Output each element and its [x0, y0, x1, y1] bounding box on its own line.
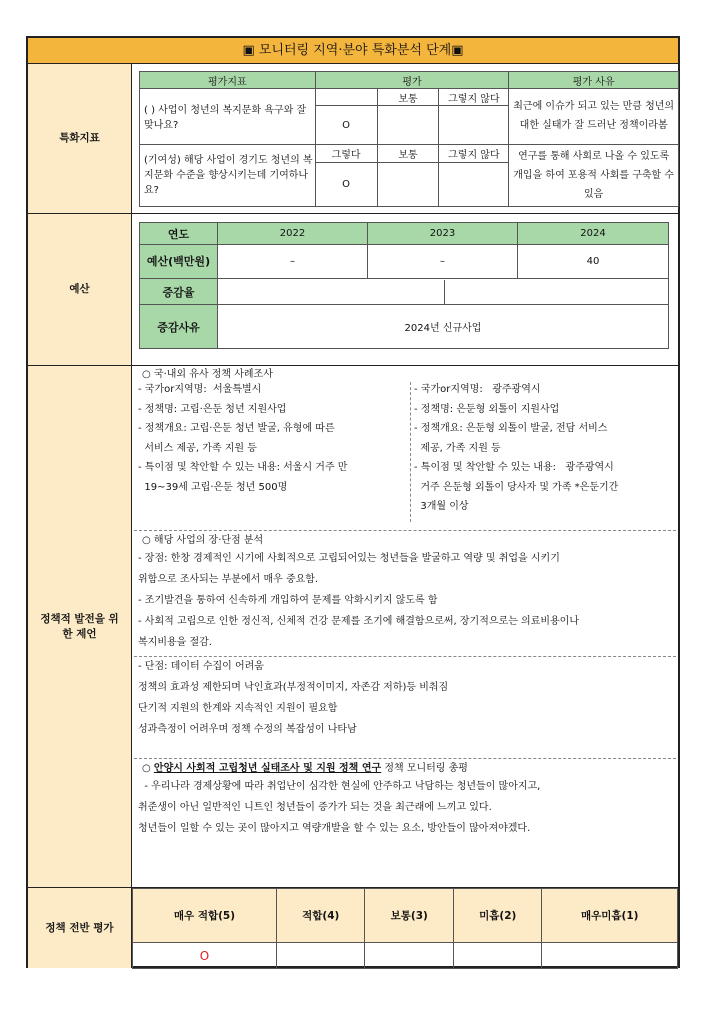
year-cell: 2022 — [218, 223, 368, 245]
change-reason-header: 증감사유 — [140, 305, 218, 349]
rating-option: 그렇지 않다 — [439, 89, 509, 106]
overall-section — [28, 888, 678, 968]
budget-table — [139, 222, 669, 349]
text-line: - 국가or지역명: 서울특별시 — [138, 384, 262, 395]
overall-table — [132, 888, 678, 969]
special-indicator-label: 특화지표 — [28, 64, 132, 213]
rating-option — [315, 89, 377, 106]
overall-mark[interactable] — [276, 943, 365, 969]
overall-option: 보통(3) — [365, 889, 454, 943]
text-line: 제공, 가족 지원 등 — [414, 442, 501, 454]
indicator-question: (기여성) 해당 사업이 경기도 청년의 복지문화 수준을 향상시키는데 기여하나요? — [140, 144, 316, 206]
overall-mark[interactable]: O — [133, 943, 277, 969]
rating-option: 보통 — [377, 89, 439, 106]
text-line: 정책의 효과성 제한되며 낙인효과(부정적이미지, 자존감 저하)등 비춰짐 — [138, 682, 449, 693]
text-line: 청년들이 일할 수 있는 곳이 많아지고 역량개발을 할 수 있는 요소, 방안들이 많아져야겠다. — [138, 823, 531, 834]
cases-title: ○ 국·내외 유사 정책 사례조사 — [142, 369, 273, 380]
rating-checkbox[interactable]: O — [315, 162, 377, 206]
proposal-content — [132, 366, 678, 887]
text-line: - 단점: 데이터 수집이 어려움 — [138, 661, 264, 672]
year-cell: 2023 — [368, 223, 518, 245]
text-line: 취준생이 아닌 일반적인 니트인 청년들이 증가가 되는 것을 최근래에 느끼고 있다. — [138, 802, 492, 813]
overall-option: 미흡(2) — [453, 889, 542, 943]
text-line: 성과측정이 어려우며 정책 수정의 복잡성이 나타남 — [138, 724, 357, 735]
year-cell: 2024 — [518, 223, 669, 245]
text-line: 거주 은둔형 외톨이 당사자 및 가족 *은둔기간 — [414, 481, 619, 493]
pros-title: ○ 해당 사업의 장·단점 분석 — [142, 535, 264, 546]
change-reason-value[interactable]: 2024년 신규사업 — [218, 305, 669, 349]
change-rate-value[interactable] — [218, 279, 669, 305]
budget-label: 예산 — [28, 214, 132, 365]
rating-checkbox[interactable] — [377, 162, 439, 206]
text-line: 복지비용을 절감. — [138, 637, 212, 648]
overall-mark[interactable] — [365, 943, 454, 969]
text-line: - 사회적 고립으로 인한 정신적, 신체적 건강 문제를 조기에 해결함으로써, 장기적으로는 의료비용이나 — [138, 616, 579, 627]
year-header: 연도 — [140, 223, 218, 245]
rating-checkbox[interactable] — [377, 106, 439, 145]
budget-value[interactable]: – — [368, 245, 518, 279]
budget-value[interactable]: 40 — [518, 245, 669, 279]
overall-mark[interactable] — [542, 943, 678, 969]
case-right — [414, 380, 618, 517]
rating-checkbox[interactable] — [439, 162, 509, 206]
rating-checkbox[interactable]: O — [315, 106, 377, 145]
indicator-table — [139, 71, 679, 207]
rating-option: 그렇지 않다 — [439, 144, 509, 162]
proposal-label: 정책적 발전을 위한 제언 — [28, 366, 132, 887]
text-line: - 장점: 한창 경제적인 시기에 사회적으로 고립되어있는 청년들을 발굴하고 역량 및 취업을 시키기 — [138, 553, 560, 564]
text-line: 서비스 제공, 가족 지원 등 — [138, 442, 257, 454]
rating-option: 그렇다 — [315, 144, 377, 162]
change-rate-header: 증감율 — [140, 279, 218, 305]
case-divider — [410, 382, 411, 522]
overall-option: 매우미흡(1) — [542, 889, 678, 943]
overall-option: 적합(4) — [276, 889, 365, 943]
text-line: - 특이점 및 착안할 수 있는 내용: 광주광역시 — [414, 462, 614, 473]
budget-section — [28, 214, 678, 366]
overall-label: 정책 전반 평가 — [28, 888, 132, 968]
indicator-question: ( ) 사업이 청년의 복지문화 욕구와 잘 맞나요? — [140, 89, 316, 145]
overall-mark[interactable] — [453, 943, 542, 969]
page-title: ▣ 모니터링 지역·분야 특화분석 단계▣ — [28, 38, 678, 64]
divider — [134, 530, 676, 531]
pros-text — [138, 548, 579, 653]
text-line: - 조기발견을 통하여 신속하게 개입하여 문제를 악화시키지 않도록 함 — [138, 595, 438, 606]
text-line: - 국가or지역명: 광주광역시 — [414, 384, 541, 395]
text-line: 단기적 지원의 한계와 지속적인 지원이 필요함 — [138, 703, 338, 714]
text-line: - 정책명: 고립·은둔 청년 지원사업 — [138, 403, 287, 415]
text-line: - 정책명: 은둔형 외톨이 지원사업 — [414, 403, 560, 415]
summary-prefix: ○ — [142, 763, 154, 774]
divider — [134, 758, 676, 759]
rating-option: 보통 — [377, 144, 439, 162]
text-line: - 우리나라 경제상황에 따라 취업난이 심각한 현실에 안주하고 낙담하는 청년들이 많아지고, — [138, 781, 541, 792]
proposal-section — [28, 366, 678, 888]
text-line: 3개월 이상 — [414, 501, 469, 512]
text-line: 위함으로 조사되는 부분에서 매우 중요함. — [138, 574, 319, 585]
col-reason: 평가 사유 — [509, 72, 679, 89]
text-line: - 특이점 및 착안할 수 있는 내용: 서울시 거주 만 — [138, 462, 348, 473]
text-line: - 정책개요: 고립·은둔 청년 발굴, 유형에 따른 — [138, 423, 335, 434]
text-line: 19~39세 고립·은둔 청년 500명 — [138, 481, 288, 493]
overall-option: 매우 적합(5) — [133, 889, 277, 943]
special-indicator-section — [28, 64, 678, 214]
evaluation-form — [26, 36, 680, 968]
col-indicator: 평가지표 — [140, 72, 316, 89]
text-line: - 정책개요: 은둔형 외톨이 발굴, 전담 서비스 — [414, 423, 608, 434]
col-rating: 평가 — [315, 72, 509, 89]
summary-title-text: 안양시 사회적 고립청년 실태조사 및 지원 정책 연구 — [153, 763, 382, 774]
case-left — [138, 380, 347, 497]
budget-header: 예산(백만원) — [140, 245, 218, 279]
rating-reason: 연구를 통해 사회로 나올 수 있도록 개입을 하여 포용적 사회를 구축할 수 있음 — [509, 144, 679, 206]
summary-text — [138, 776, 540, 839]
budget-value[interactable]: – — [218, 245, 368, 279]
rating-reason: 최근에 이슈가 되고 있는 만큼 청년의 대한 실태가 잘 드러난 정책이라봄 — [509, 89, 679, 145]
rating-checkbox[interactable] — [439, 106, 509, 145]
cons-text — [138, 656, 448, 740]
summary-suffix: 정책 모니터링 총평 — [381, 763, 468, 774]
